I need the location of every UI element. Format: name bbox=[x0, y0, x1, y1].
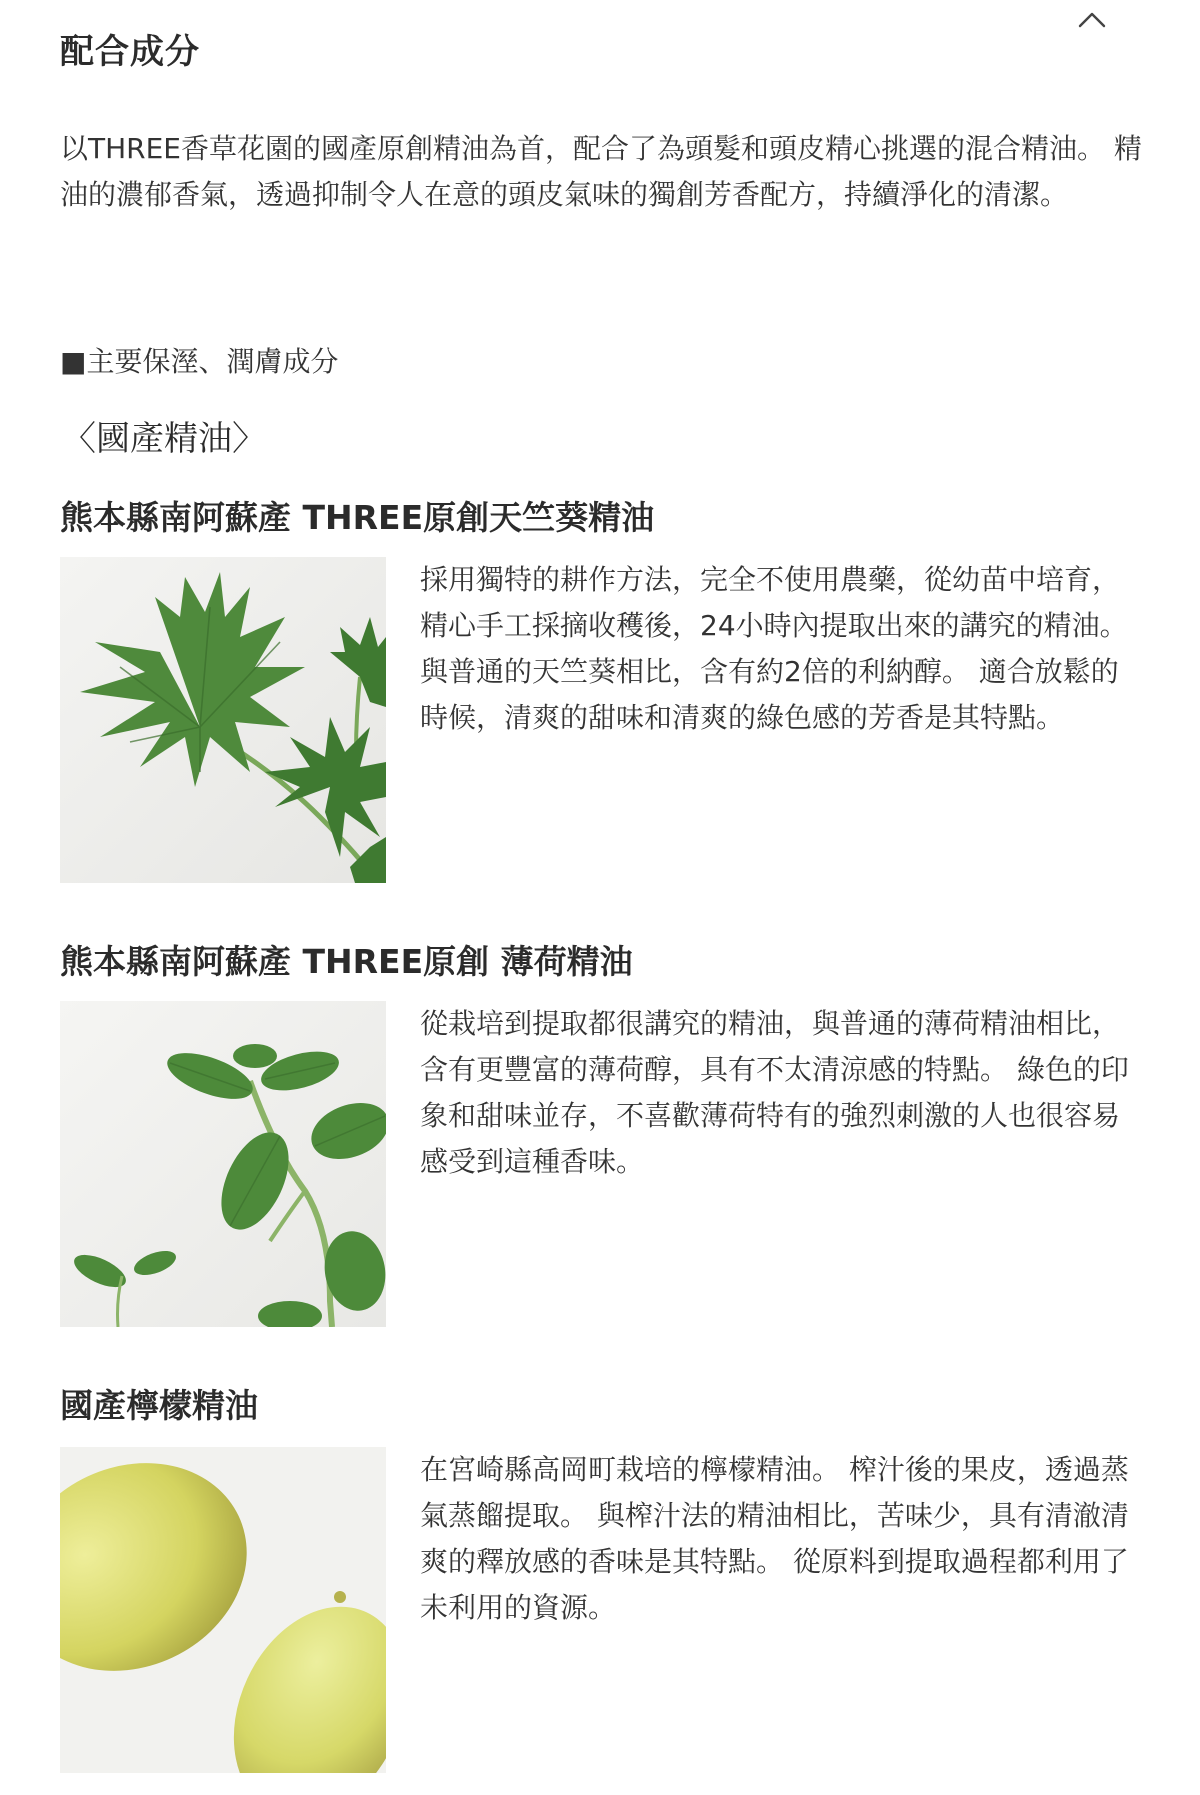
chevron-up-icon[interactable] bbox=[1074, 6, 1110, 34]
geranium-photo bbox=[60, 557, 386, 883]
section-title: 配合成分 bbox=[60, 32, 200, 73]
main-ingredients-heading: ■主要保溼、潤膚成分 bbox=[60, 345, 339, 378]
mint-photo bbox=[60, 1001, 386, 1327]
lemon-photo bbox=[60, 1447, 386, 1773]
intro-text: 以THREE香草花園的國產原創精油為首，配合了為頭髮和頭皮精心挑選的混合精油。 精油的濃郁香氣，透過抑制令人在意的頭皮氣味的獨創芳香配方，持續淨化的清潔。 bbox=[60, 132, 1142, 211]
ingredient-title-mint: 熊本縣南阿蘇產 THREE原創 薄荷精油 bbox=[60, 942, 633, 981]
ingredient-desc-lemon: 在宮崎縣高岡町栽培的檸檬精油。 榨汁後的果皮，透過蒸氣蒸餾提取。 與榨汁法的精油相比，苦味少，具有清澈清爽的釋放感的香味是其特點。 從原料到提取過程都利用了未利用的資源。 bbox=[420, 1453, 1129, 1624]
domestic-oils-heading: 〈國產精油〉 bbox=[62, 419, 266, 459]
ingredient-title-lemon: 國產檸檬精油 bbox=[60, 1386, 258, 1425]
ingredient-title-geranium: 熊本縣南阿蘇產 THREE原創天竺葵精油 bbox=[60, 498, 655, 537]
ingredient-desc-geranium: 採用獨特的耕作方法，完全不使用農藥，從幼苗中培育，精心手工採摘收穫後，24小時內提取出來的講究的精油。 與普通的天竺葵相比，含有約2倍的利納醇。 適合放鬆的時候，清爽的甜味和清爽的綠色感的芳香是其特點。 bbox=[420, 563, 1128, 734]
ingredient-desc-mint: 從栽培到提取都很講究的精油，與普通的薄荷精油相比，含有更豐富的薄荷醇，具有不太清涼感的特點。 綠色的印象和甜味並存，不喜歡薄荷特有的強烈刺激的人也很容易感受到這種香味。 bbox=[420, 1007, 1129, 1178]
section-header[interactable] bbox=[60, 0, 1140, 73]
